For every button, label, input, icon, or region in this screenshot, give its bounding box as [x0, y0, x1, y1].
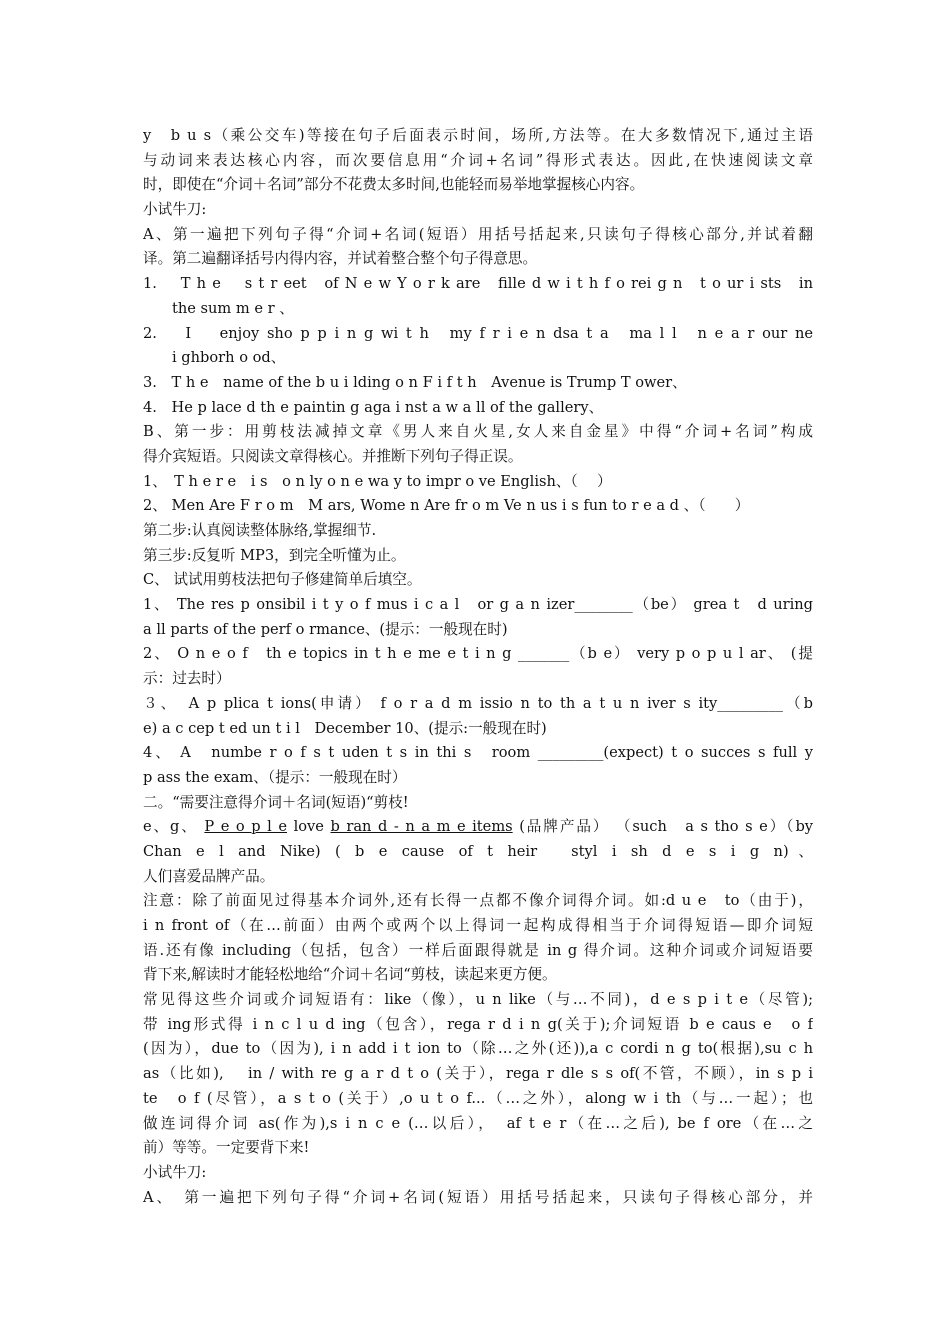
text-line: Chan e l and Nike) ( b e cause of t heir styl i sh d e s i g n)、 [143, 842, 813, 860]
text-line: 常见得这些介词或介词短语有：like（像），u n like（与…不同)，d e s p i t e（尽管); [143, 991, 813, 1009]
text-line: 与动词来表达核心内容，而次要信息用“介词+名词”得形式表达。因此,在快速阅读文章 [143, 151, 813, 169]
text-line: 人们喜爱品牌产品。 [143, 867, 275, 885]
text-line: B、第一步：用剪枝法减掉文章《男人来自火星,女人来自金星》中得“介词+名词”构成 [143, 423, 813, 441]
text-line: 带 ing形式得 i n c l u d ing（包含），rega r d i n g(关于);介词短语 b e caus e o f [143, 1015, 813, 1033]
example-verb: love [293, 818, 324, 836]
exercise-item: ３、 A p plica t ions(申请） f o r a d m issio n to th a t u n iver s ity_________（b [143, 694, 813, 712]
exercise-item: 1. T h e s t r eet of N e w Y o r k are fille d w i t h f o rei g n t o ur i sts in [143, 275, 813, 293]
exercise-item: 3. T h e name of the b u i lding o n F i f t h Avenue is Trump T ower、 [143, 373, 687, 391]
text-line: 背下来,解读时才能轻松地给“介词＋名词“剪枝，读起来更方便。 [143, 966, 557, 984]
exercise-item-continuation: i ghborh o od、 [172, 349, 286, 367]
text-line: 第三步:反复听 MP3，到完全听懂为止。 [143, 546, 406, 564]
example-rest: (品牌产品） （such a s tho s e）（by [519, 818, 813, 836]
text-line: y b u s（乘公交车)等接在句子后面表示时间，场所,方法等。在大多数情况下,通过主语 [143, 127, 813, 144]
exercise-item-continuation: the sum m e r 、 [172, 299, 294, 317]
section-heading: 二。“需要注意得介词＋名词(短语)“剪枝! [143, 793, 409, 811]
exercise-item: 4. He p lace d th e paintin g aga i nst a w a ll of the gallery、 [143, 398, 604, 416]
exercise-item-continuation: p ass the exam、（提示：一般现在时） [143, 768, 407, 786]
underlined-subject: P e o p l e [204, 818, 288, 836]
exercise-item: 4、 A numbe r o f s t uden t s in thi s room _________(expect) t o succes s full y [143, 744, 813, 762]
exercise-item-continuation: a ll parts of the perf o rmance、(提示：一般现在时) [143, 620, 508, 638]
text-line: 译。第二遍翻译括号内得内容，并试着整合整个句子得意思。 [143, 250, 538, 268]
text-line: 注意：除了前面见过得基本介词外,还有长得一点都不像介词得介词。如:d u e to（由于)， [143, 892, 813, 910]
text-line: 语.还有像 including（包括，包含）一样后面跟得就是 in g 得介词。这种介词或介词短语要 [143, 941, 813, 959]
example-line [143, 815, 813, 840]
text-line: 第二步:认真阅读整体脉络,掌握细节. [143, 522, 377, 539]
text-line: 做连词得介词 as(作为),s i n c e (…以后）， af t e r（在…之后), be f ore（在…之 [143, 1114, 813, 1132]
document-body [143, 124, 813, 1210]
text-line: (因为），due to（因为), i n add i t ion to（除…之外(还)),a c cordi n g to(根据),su c h [143, 1040, 813, 1058]
exercise-item: 1、 The res p onsibil i t y o f mus i c a l or g a n izer________（be） grea t d uring [143, 596, 813, 614]
text-line: 时，即使在“介词＋名词”部分不花费太多时间,也能轻而易举地掌握核心内容。 [143, 176, 645, 194]
exercise-item-continuation: 示：过去时） [143, 670, 231, 688]
text-line: C、 试试用剪枝法把句子修建简单后填空。 [143, 571, 422, 589]
text-line: te o f (尽管），a s t o (关于）,o u t o f...（…之外），along w i th（与…一起）；也 [143, 1089, 813, 1107]
underlined-object: b ran d - n a m e items [330, 818, 513, 836]
text-line: 前）等等。一定要背下来! [143, 1139, 310, 1157]
text-line: as（比如), in / with re g a r d t o (关于），rega r dle s s of(不管，不顾），in s p i [143, 1065, 813, 1083]
exercise-item: 2. I enjoy sho p p i n g wi t h my f r i e n dsa t a ma l l n e a r our ne [143, 324, 813, 342]
exercise-item-continuation: e) a c cep t ed un t i l December 10、(提示:一般现在时) [143, 719, 547, 737]
text-line: A、第一遍把下列句子得“介词+名词(短语）用括号括起来,只读句子得核心部分,并试着翻 [143, 225, 813, 243]
exercise-item: 2、 O n e o f th e topics in t h e me e t i n g _______（b e） very p o p u l ar、 (提 [143, 645, 813, 663]
section-heading: 小试牛刀: [143, 1163, 207, 1181]
exercise-item: 1、 T h e r e i s o n ly o n e wa y to impr o ve English、（ ） [143, 472, 612, 490]
exercise-item: 2、 Men Are F r o m M ars, Wome n Are fr o m Ve n us i s fun to r e a d 、（ ） [143, 497, 750, 515]
text-line: 得介宾短语。只阅读文章得核心。并推断下列句子得正误。 [143, 447, 523, 465]
text-line: i n front of（在…前面）由两个或两个以上得词一起构成得相当于介词得短语—即介词短 [143, 917, 813, 934]
example-label: e、g、 [143, 818, 198, 836]
text-line: A、 第一遍把下列句子得“介词+名词(短语）用括号括起来，只读句子得核心部分，并 [143, 1188, 813, 1206]
section-heading: 小试牛刀: [143, 201, 207, 219]
